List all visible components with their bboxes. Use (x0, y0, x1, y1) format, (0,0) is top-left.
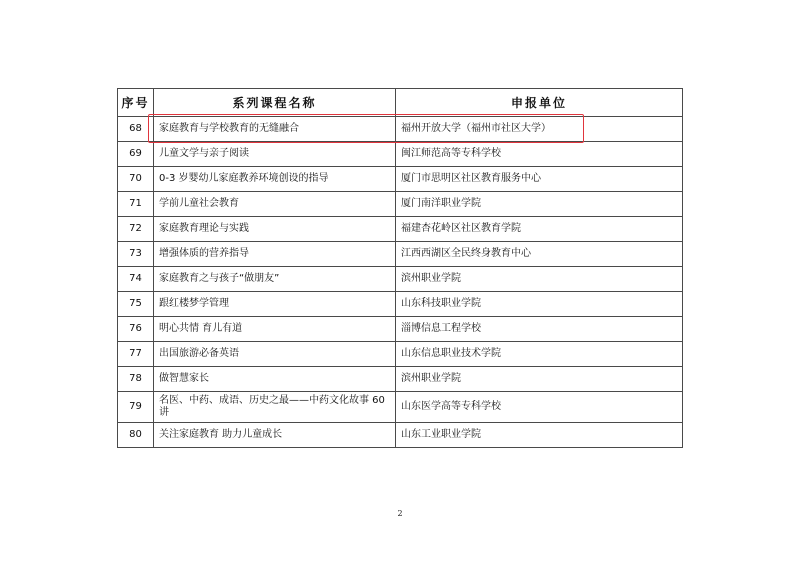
unit-cell: 山东科技职业学院 (396, 292, 683, 317)
table-row (118, 142, 683, 167)
course-name-cell: 出国旅游必备英语 (154, 342, 396, 367)
row-number: 70 (118, 167, 154, 192)
course-name-cell: 跟红楼梦学管理 (154, 292, 396, 317)
row-number: 71 (118, 192, 154, 217)
table-header-row (118, 89, 683, 117)
row-number: 72 (118, 217, 154, 242)
table-row (118, 117, 683, 142)
course-table (117, 88, 683, 448)
table-row (118, 392, 683, 423)
header-unit: 申报单位 (396, 89, 683, 117)
header-course-name: 系列课程名称 (154, 89, 396, 117)
row-number: 68 (118, 117, 154, 142)
course-name-cell: 名医、中药、成语、历史之最——中药文化故事 60 讲 (154, 392, 396, 423)
table-row (118, 217, 683, 242)
unit-cell: 滨州职业学院 (396, 367, 683, 392)
unit-cell: 山东工业职业学院 (396, 423, 683, 448)
table-row (118, 423, 683, 448)
row-number: 69 (118, 142, 154, 167)
course-name-cell: 儿童文学与亲子阅读 (154, 142, 396, 167)
table-row (118, 317, 683, 342)
page-number: 2 (397, 509, 403, 518)
row-number: 78 (118, 367, 154, 392)
table-row (118, 242, 683, 267)
unit-cell: 厦门市思明区社区教育服务中心 (396, 167, 683, 192)
table-row (118, 167, 683, 192)
course-name-cell: 做智慧家长 (154, 367, 396, 392)
unit-cell: 江西西湖区全民终身教育中心 (396, 242, 683, 267)
unit-cell: 厦门南洋职业学院 (396, 192, 683, 217)
course-name-cell: 学前儿童社会教育 (154, 192, 396, 217)
course-name-cell: 0-3 岁婴幼儿家庭教养环境创设的指导 (154, 167, 396, 192)
unit-cell: 滨州职业学院 (396, 267, 683, 292)
table-row (118, 292, 683, 317)
course-name-cell: 家庭教育之与孩子“做朋友” (154, 267, 396, 292)
unit-cell: 山东信息职业技术学院 (396, 342, 683, 367)
unit-cell: 福建杏花岭区社区教育学院 (396, 217, 683, 242)
row-number: 77 (118, 342, 154, 367)
unit-cell: 闽江师范高等专科学校 (396, 142, 683, 167)
row-number: 80 (118, 423, 154, 448)
row-number: 74 (118, 267, 154, 292)
course-name-cell: 关注家庭教育 助力儿童成长 (154, 423, 396, 448)
table-row (118, 192, 683, 217)
table-row (118, 367, 683, 392)
course-name-cell: 家庭教育与学校教育的无缝融合 (154, 117, 396, 142)
course-name-cell: 明心共情 育儿有道 (154, 317, 396, 342)
course-name-cell: 增强体质的营养指导 (154, 242, 396, 267)
row-number: 73 (118, 242, 154, 267)
row-number: 75 (118, 292, 154, 317)
unit-cell: 山东医学高等专科学校 (396, 392, 683, 423)
row-number: 76 (118, 317, 154, 342)
unit-cell: 福州开放大学（福州市社区大学） (396, 117, 683, 142)
row-number: 79 (118, 392, 154, 423)
course-name-cell: 家庭教育理论与实践 (154, 217, 396, 242)
table-row (118, 267, 683, 292)
unit-cell: 淄博信息工程学校 (396, 317, 683, 342)
table-row (118, 342, 683, 367)
header-number: 序号 (118, 89, 154, 117)
